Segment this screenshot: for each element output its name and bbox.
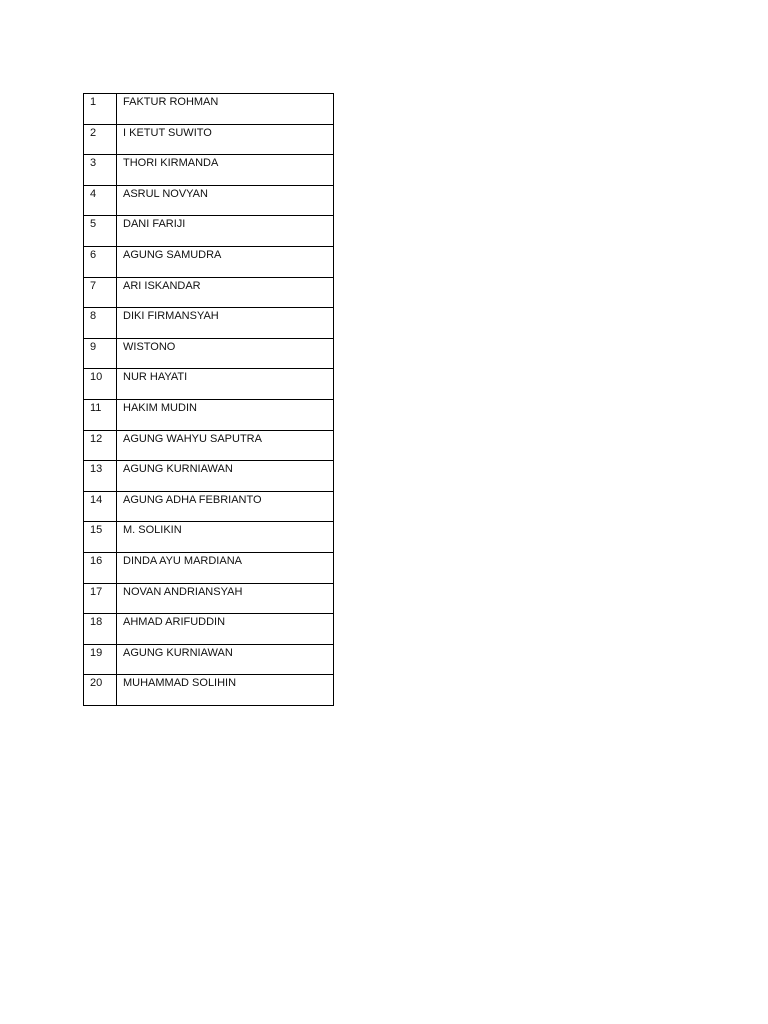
- row-number: 11: [90, 401, 102, 414]
- name-cell: [117, 246, 334, 277]
- name-cell: [117, 277, 334, 308]
- row-number: 4: [90, 187, 97, 200]
- person-name: THORI KIRMANDA: [123, 157, 219, 170]
- name-cell: [117, 369, 334, 400]
- row-number-cell: [84, 522, 117, 553]
- name-cell: [117, 552, 334, 583]
- name-cell: [117, 614, 334, 645]
- name-cell: [117, 583, 334, 614]
- row-number-cell: [84, 94, 117, 125]
- name-cell: [117, 522, 334, 553]
- person-name: WISTONO: [123, 340, 176, 353]
- row-number: 1: [90, 96, 97, 108]
- person-name: NUR HAYATI: [123, 371, 188, 384]
- name-cell: [117, 94, 334, 125]
- row-number: 5: [90, 218, 97, 231]
- row-number-cell: [84, 552, 117, 583]
- table-row: [84, 185, 334, 216]
- name-cell: [117, 338, 334, 369]
- row-number-cell: [84, 369, 117, 400]
- person-name: DINDA AYU MARDIANA: [123, 554, 242, 567]
- name-cell: [117, 185, 334, 216]
- row-number: 20: [90, 677, 103, 690]
- row-number-cell: [84, 246, 117, 277]
- person-name: AGUNG WAHYU SAPUTRA: [123, 432, 262, 445]
- row-number-cell: [84, 583, 117, 614]
- person-name: AGUNG SAMUDRA: [123, 248, 222, 261]
- row-number: 6: [90, 248, 97, 261]
- row-number: 3: [90, 157, 97, 170]
- person-name: ASRUL NOVYAN: [123, 187, 208, 200]
- row-number-cell: [84, 185, 117, 216]
- table-row: [84, 461, 334, 492]
- row-number: 15: [90, 524, 103, 537]
- person-name: ARI ISKANDAR: [123, 279, 201, 292]
- table-row: [84, 369, 334, 400]
- row-number-cell: [84, 277, 117, 308]
- row-number-cell: [84, 338, 117, 369]
- person-name: AGUNG KURNIAWAN: [123, 646, 233, 659]
- person-name: AHMAD ARIFUDDIN: [123, 616, 226, 629]
- row-number-cell: [84, 308, 117, 339]
- table-row: [84, 430, 334, 461]
- row-number: 14: [90, 493, 103, 506]
- row-number: 17: [90, 585, 103, 598]
- person-name: AGUNG KURNIAWAN: [123, 463, 233, 476]
- name-cell: [117, 124, 334, 155]
- row-number: 10: [90, 371, 103, 384]
- row-number: 16: [90, 554, 103, 567]
- table-row: [84, 277, 334, 308]
- person-name: HAKIM MUDIN: [123, 401, 197, 414]
- person-name: I KETUT SUWITO: [123, 126, 212, 139]
- table-row: [84, 491, 334, 522]
- row-number: 7: [90, 279, 97, 292]
- name-cell: [117, 644, 334, 675]
- name-cell: [117, 216, 334, 247]
- table-row: [84, 338, 334, 369]
- name-cell: [117, 430, 334, 461]
- table-row: [84, 308, 334, 339]
- name-cell: [117, 675, 334, 706]
- name-list-table: [83, 93, 334, 706]
- name-cell: [117, 461, 334, 492]
- person-name: FAKTUR ROHMAN: [123, 96, 219, 108]
- row-number-cell: [84, 644, 117, 675]
- table-row: [84, 155, 334, 186]
- row-number: 19: [90, 646, 103, 659]
- name-cell: [117, 399, 334, 430]
- table-row: [84, 216, 334, 247]
- table-row: [84, 399, 334, 430]
- row-number: 2: [90, 126, 97, 139]
- row-number-cell: [84, 399, 117, 430]
- row-number: 12: [90, 432, 103, 445]
- row-number: 18: [90, 616, 103, 629]
- row-number-cell: [84, 430, 117, 461]
- person-name: M. SOLIKIN: [123, 524, 182, 537]
- table-row: [84, 246, 334, 277]
- row-number-cell: [84, 675, 117, 706]
- person-name: AGUNG ADHA FEBRIANTO: [123, 493, 262, 506]
- person-name: MUHAMMAD SOLIHIN: [123, 677, 237, 690]
- row-number: 13: [90, 463, 103, 476]
- person-name: NOVAN ANDRIANSYAH: [123, 585, 243, 598]
- row-number-cell: [84, 461, 117, 492]
- table-row: [84, 614, 334, 645]
- row-number-cell: [84, 216, 117, 247]
- table-row: [84, 522, 334, 553]
- table-row: [84, 583, 334, 614]
- table-row: [84, 552, 334, 583]
- table-row: [84, 644, 334, 675]
- row-number-cell: [84, 124, 117, 155]
- name-cell: [117, 155, 334, 186]
- person-name: DIKI FIRMANSYAH: [123, 310, 219, 323]
- person-name: DANI FARIJI: [123, 218, 186, 231]
- row-number-cell: [84, 491, 117, 522]
- row-number: 8: [90, 310, 97, 323]
- row-number-cell: [84, 614, 117, 645]
- table-row: [84, 124, 334, 155]
- name-cell: [117, 308, 334, 339]
- name-cell: [117, 491, 334, 522]
- row-number-cell: [84, 155, 117, 186]
- table-row: [84, 94, 334, 125]
- table-row: [84, 675, 334, 706]
- row-number: 9: [90, 340, 97, 353]
